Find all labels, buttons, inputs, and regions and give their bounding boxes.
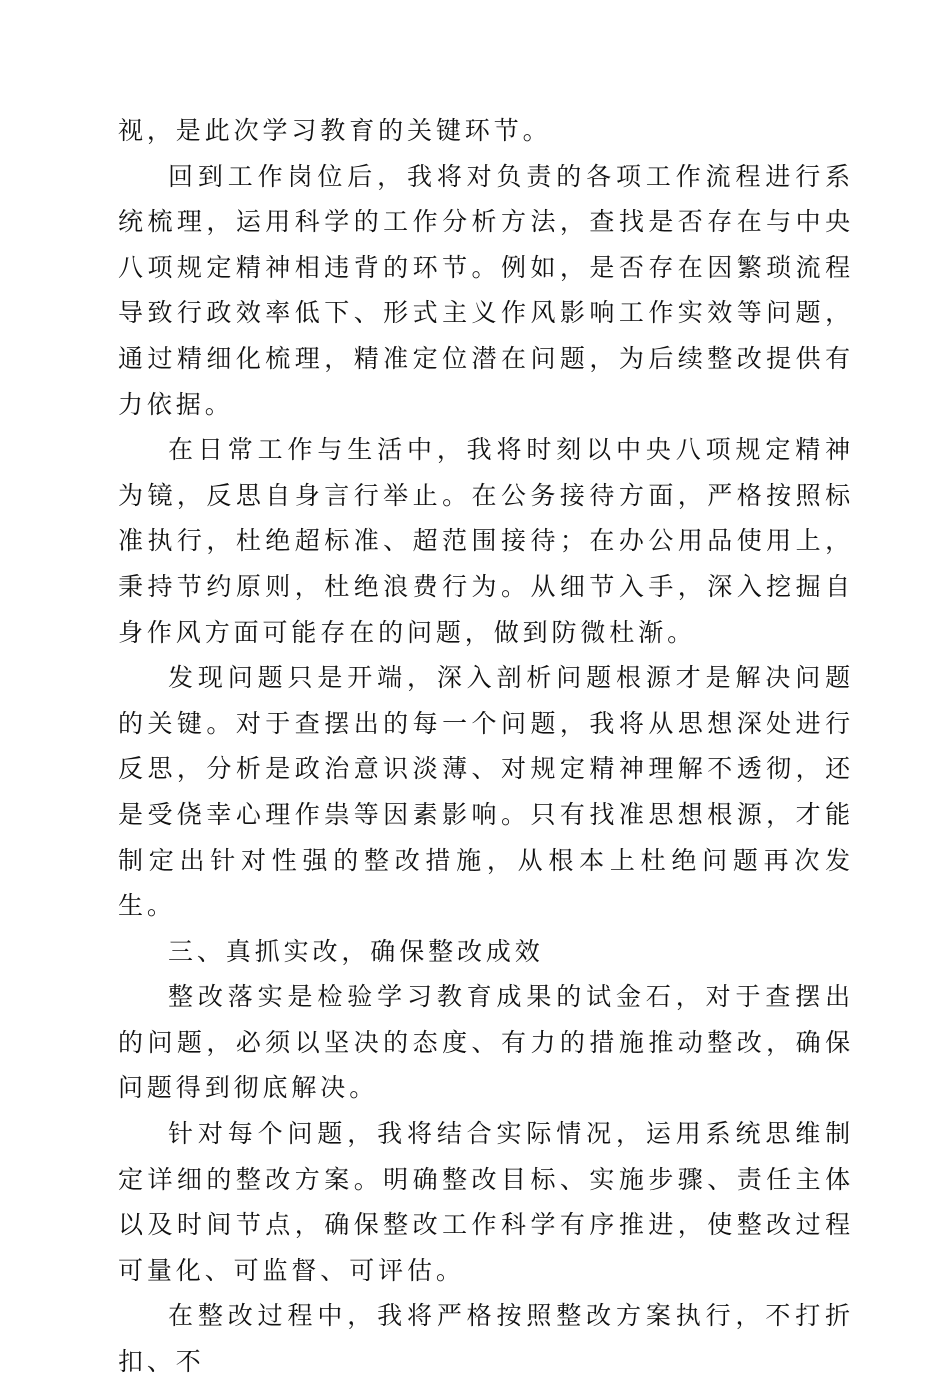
paragraph-daily-self-reflection: 在日常工作与生活中，我将时刻以中央八项规定精神为镜，反思自身言行举止。在公务接待方面，严格按照标准执行，杜绝超标准、超范围接待；在办公用品使用上，秉持节约原则，杜绝浪费行为。从细节入手，深入挖掘自身作风方面可能存在的问题，做到防微杜渐。 [118,435,854,647]
paragraph-work-process-review: 回到工作岗位后，我将对负责的各项工作流程进行系统梳理，运用科学的工作分析方法，查找是否存在与中央八项规定精神相违背的环节。例如，是否存在因繁琐流程导致行政效率低下、形式主义作风影响工作实效等问题，通过精细化梳理，精准定位潜在问题，为后续整改提供有力依据。 [118,161,854,419]
paragraph-rectification-execution: 在整改过程中，我将严格按照整改方案执行，不打折扣、不 [118,1301,854,1377]
document-body [118,108,854,1385]
paragraph-rectification-intro: 整改落实是检验学习教育成果的试金石，对于查摆出的问题，必须以坚决的态度、有力的措施推动整改，确保问题得到彻底解决。 [118,982,854,1103]
section-heading-rectification: 三、真抓实改，确保整改成效 [168,936,544,966]
paragraph-rectification-plan: 针对每个问题，我将结合实际情况，运用系统思维制定详细的整改方案。明确整改目标、实施步骤、责任主体以及时间节点，确保整改工作科学有序推进，使整改过程可量化、可监督、可评估。 [118,1119,854,1285]
paragraph-root-cause-analysis: 发现问题只是开端，深入剖析问题根源才是解决问题的关键。对于查摆出的每一个问题，我将从思想深处进行反思，分析是政治意识淡薄、对规定精神理解不透彻，还是受侥幸心理作祟等因素影响。只有找准思想根源，才能制定出针对性强的整改措施，从根本上杜绝问题再次发生。 [118,663,854,921]
paragraph-continuation: 视，是此次学习教育的关键环节。 [118,116,552,145]
